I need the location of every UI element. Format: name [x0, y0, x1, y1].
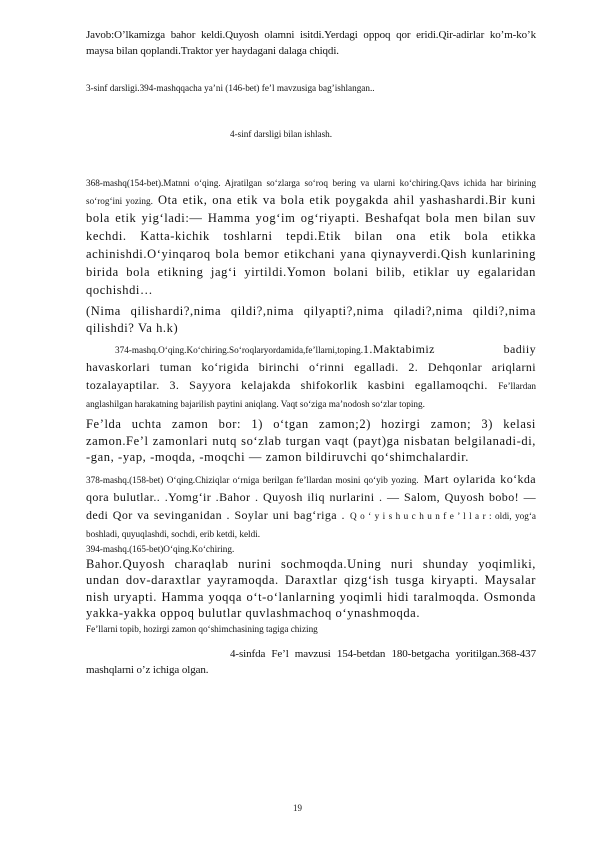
paragraph-answer: Javob:O’lkamizga bahor keldi.Quyosh olamni isitdi.Yerdagi oppoq qor eridi.Qir-adirlar ko’m-ko’k maysa bilan qoplandi.Traktor yer haydagani dalaga chiqdi. — [86, 29, 536, 57]
section-heading: 4-sinf darsligi bilan ishlash. — [230, 129, 333, 139]
exercise-378-verbs-label: Q o ‘ y i s h u c h u n f e ’ l l a r : — [350, 510, 492, 521]
exercise-378-verbs: oldi, yog‘a boshladi, quyuqlashdi, sochdi, erib ketdi, keldi. — [86, 510, 536, 539]
exercise-374-instruction: 374-mashq.O‘qing.Ko‘chiring.So‘roqlaryordamida,fe’llarni,toping. — [115, 345, 364, 355]
paragraph-exercise-374 — [86, 340, 536, 412]
exercise-368-instruction: 368-mashq(154-bet).Matnni o‘qing. Ajratilgan so‘zlarga so‘roq bering va ularni ko‘chiring.Qavs ichida har birining so‘rog‘ini yozing. — [86, 178, 536, 206]
page-number: 19 — [293, 803, 302, 813]
exercise-374-task: Fe’llardan anglashilgan harakatning bajarilish paytini aniqlang. Vaqt so‘ziga ma’nodosh so‘zlar toping. — [86, 381, 537, 409]
paragraph-grade3-note: 3-sinf darsligi.394-mashqqacha ya’ni (146-bet) fe’l mavzusiga bag’ishlangan.. — [86, 83, 375, 93]
exercise-394-task: Fe’llarni topib, hozirgi zamon qo‘shimchasining tagiga chizing — [86, 623, 318, 634]
paragraph-exercise-378 — [86, 470, 536, 542]
exercise-378-instruction: 378-mashq.(158-bet) O‘qing.Chiziqlar o‘rniga berilgan fe’llardan mosini qo‘yib yozing. — [86, 474, 419, 485]
document-body — [86, 27, 536, 678]
paragraph-questions: (Nima qilishardi?,nima qildi?,nima qilyapti?,nima qiladi?,nima qildi?,nima qilishdi? Va h.k) — [86, 304, 536, 335]
exercise-368-text: Ota etik, ona etik va bola etik poygakda ahil yashashardi.Bir kuni bola etik yig‘ladi:— Hamma yog‘im og‘riyapti. Beshafqat bola men bilan suv kechdi. Katta-kichik toshlarni tepdi.Etik bilan ona etik bola etikka achinishdi.O‘yinqaroq bola bemor etikchani yana qiynayverdi.Qish kunlarining birida bola etikning jag‘i yirtildi.Yomon bolani bilib, etiklar uy egalaridan qochishdi… — [86, 193, 536, 297]
paragraph-grade4-summary: 4-sinfda Fe’l mavzusi 154-betdan 180-betgacha yoritilgan.368-437 mashqlarni o’z ichiga olgan. — [86, 647, 536, 676]
exercise-394-instruction: 394-mashq.(165-bet)O‘qing.Ko‘chiring. — [86, 543, 235, 554]
exercise-378-text: Mart oylarida ko‘kda qora bulutlar.. .Yomg‘ir .Bahor . Quyosh iliq nurlarini . — Salom, Quyosh bobo! — dedi Qor va sevinganidan . Soylar uni bag‘riga . — [86, 471, 537, 522]
exercise-374-text: 1.Maktabimiz badiiy havaskorlari tuman ko‘rigida birinchi o‘rinni egalladi. 2. Dehqonlar ariqlarni tozalayaptilar. 3. Sayyora kelajakda shifokorlik kasbini egallamoqchi. — [86, 342, 536, 392]
exercise-394-text: Bahor.Quyosh charaqlab nurini sochmoqda.Uning nuri shunday yoqimliki, undan dov-daraxtlar yayramoqda. Daraxtlar qizg‘ish tusga kiryapti. Maysalar nish uryapti. Hamma yoqqa o‘t-o‘lanlarning yoqimli hidi taralmoqda. Osmonda yakka-yakka oppoq bulutlar quvlashmachoq o‘ynashmoqda. — [86, 556, 536, 620]
paragraph-exercise-368 — [86, 173, 536, 299]
paragraph-tense-rule: Fe’lda uchta zamon bor: 1) o‘tgan zamon;2) hozirgi zamon; 3) kelasi zamon.Fe’l zamonlari nutq so‘zlab turgan vaqt (payt)ga nisbatan belgilanadi-di, -gan, -yap, -moqda, -moqchi — zamon bildiruvchi qo‘shimchalardir. — [86, 417, 536, 464]
